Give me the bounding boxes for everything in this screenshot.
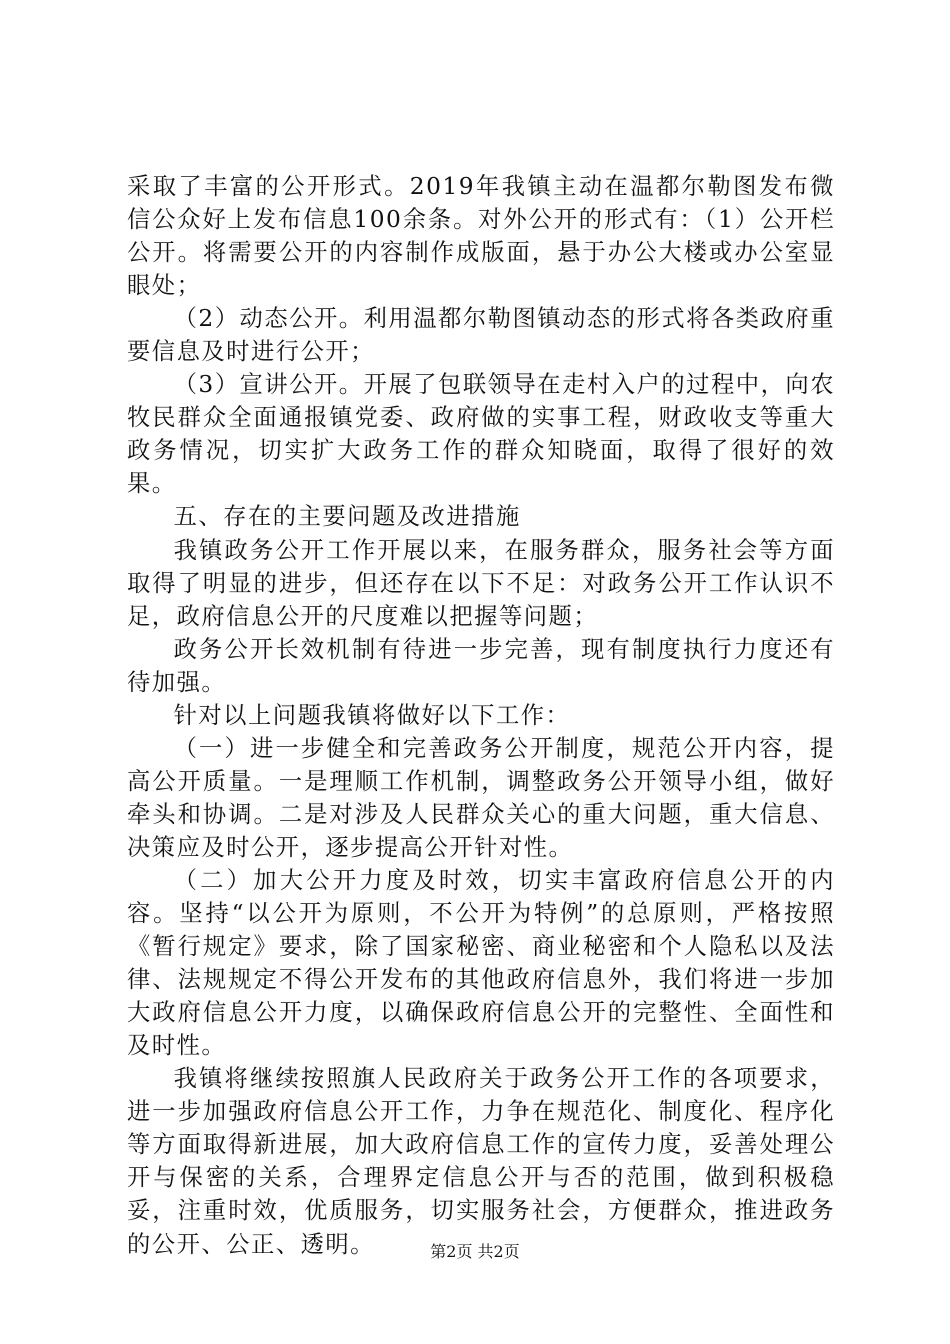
paragraph-measures-intro: 针对以上问题我镇将做好以下工作： — [173, 701, 571, 729]
paragraph-continuation: 采取了丰富的公开形式。2019年我镇主动在温都尔勒图发布微信公众好上发布信息100余条。对外公开的形式有：（1）公开栏公开。将需要公开的内容制作成版面，悬于办公大楼或办公室显眼处； — [127, 173, 835, 300]
page-number: 第2页 共2页 — [430, 1242, 520, 1261]
paragraph-dynamic-disclosure: （2）动态公开。利用温都尔勒图镇动态的形式将各类政府重要信息及时进行公开； — [127, 305, 835, 366]
section-heading-problems: 五、存在的主要问题及改进措施 — [173, 503, 521, 531]
document-body — [127, 170, 835, 1261]
paragraph-mechanism: 政务公开长效机制有待进一步完善，现有制度执行力度还有待加强。 — [127, 635, 835, 696]
paragraph-conclusion: 我镇将继续按照旗人民政府关于政务公开工作的各项要求，进一步加强政府信息公开工作，力争在规范化、制度化、程序化等方面取得新进展，加大政府信息工作的宣传力度，妥善处理公开与保密的关系，合理界定信息公开与否的范围，做到积极稳妥，注重时效，优质服务，切实服务社会，方便群众，推进政务的公开、公正、透明。 — [127, 1065, 835, 1258]
page-footer — [0, 1241, 950, 1263]
paragraph-lecture-disclosure: （3）宣讲公开。开展了包联领导在走村入户的过程中，向农牧民群众全面通报镇党委、政府做的实事工程，财政收支等重大政务情况，切实扩大政务工作的群众知晓面，取得了很好的效果。 — [127, 371, 835, 498]
paragraph-problems: 我镇政务公开工作开展以来，在服务群众，服务社会等方面取得了明显的进步，但还存在以下不足：对政务公开工作认识不足，政府信息公开的尺度难以把握等问题； — [127, 536, 835, 630]
paragraph-measure-one: （一）进一步健全和完善政务公开制度，规范公开内容，提高公开质量。一是理顺工作机制，调整政务公开领导小组，做好牵头和协调。二是对涉及人民群众关心的重大问题，重大信息、决策应及时公开，逐步提高公开针对性。 — [127, 734, 835, 861]
paragraph-measure-two: （二）加大公开力度及时效，切实丰富政府信息公开的内容。坚持“以公开为原则，不公开为特例”的总原则，严格按照《暂行规定》要求，除了国家秘密、商业秘密和个人隐私以及法律、法规规定不得公开发布的其他政府信息外，我们将进一步加大政府信息公开力度，以确保政府信息公开的完整性、全面性和及时性。 — [127, 866, 835, 1060]
